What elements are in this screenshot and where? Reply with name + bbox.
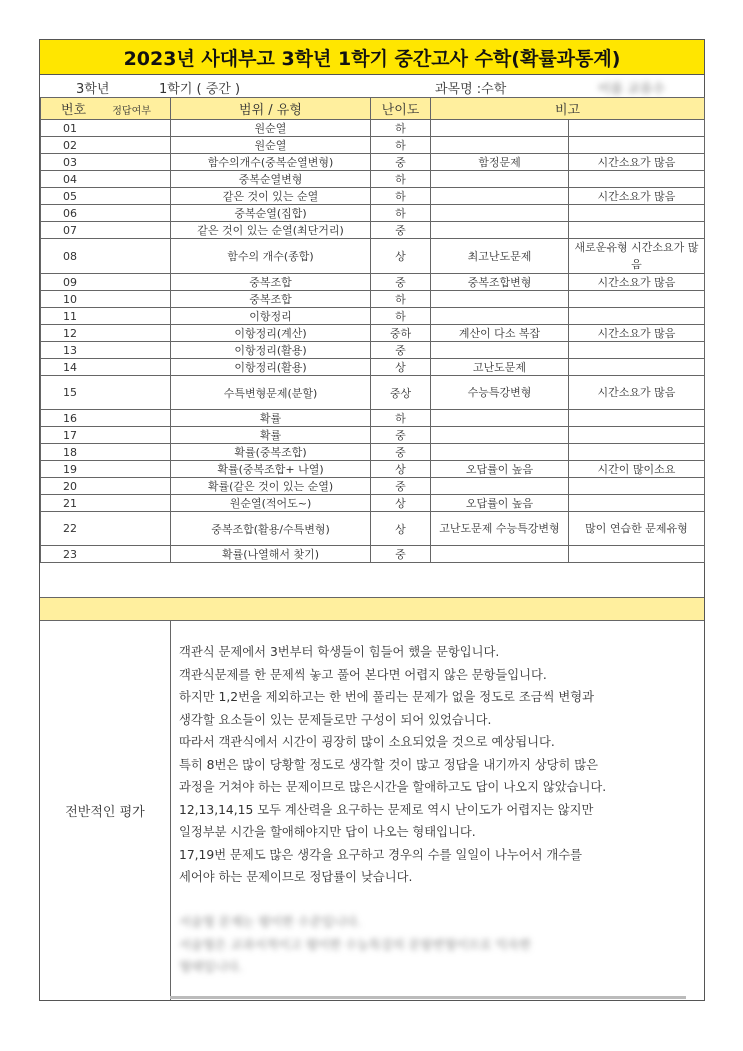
question-scope: 함수의개수(중복순열변형) bbox=[171, 154, 371, 171]
question-number: 04 bbox=[41, 171, 171, 188]
question-number: 01 bbox=[41, 120, 171, 137]
question-scope: 확률 bbox=[171, 427, 371, 444]
remark-primary bbox=[431, 291, 569, 308]
question-number: 09 bbox=[41, 274, 171, 291]
remark-primary: 수능특강변형 bbox=[431, 376, 569, 410]
question-difficulty: 상 bbox=[371, 495, 431, 512]
question-difficulty: 상 bbox=[371, 359, 431, 376]
question-scope: 확률(나열해서 찾기) bbox=[171, 546, 371, 563]
question-number: 16 bbox=[41, 410, 171, 427]
remark-secondary bbox=[569, 495, 705, 512]
remark-secondary bbox=[569, 478, 705, 495]
subject-label: 과목명 :수학 bbox=[435, 82, 507, 97]
document-title: 2023년 사대부고 3학년 1학기 중간고사 수학(확률과통계) bbox=[40, 40, 704, 75]
remark-primary bbox=[431, 120, 569, 137]
remark-primary bbox=[431, 342, 569, 359]
remark-primary bbox=[431, 478, 569, 495]
question-number: 03 bbox=[41, 154, 171, 171]
evaluation-line: 17,19번 문제도 많은 생각을 요구하고 경우의 수를 일일이 나누어서 개수를 bbox=[179, 847, 582, 862]
question-difficulty: 중 bbox=[371, 222, 431, 239]
question-scope: 확률(중복조합+ 나열) bbox=[171, 461, 371, 478]
question-number: 10 bbox=[41, 291, 171, 308]
question-difficulty: 중 bbox=[371, 444, 431, 461]
table-row bbox=[41, 325, 705, 342]
evaluation-line-blurred: 형태입니다. bbox=[179, 960, 243, 974]
question-difficulty: 중 bbox=[371, 546, 431, 563]
exam-analysis-sheet bbox=[39, 39, 705, 1001]
remark-primary: 고난도문제 bbox=[431, 359, 569, 376]
question-difficulty: 중 bbox=[371, 154, 431, 171]
remark-primary: 최고난도문제 bbox=[431, 239, 569, 274]
table-row bbox=[41, 154, 705, 171]
remark-secondary: 시간소요가 많음 bbox=[569, 325, 705, 342]
info-bar bbox=[40, 74, 704, 98]
evaluation-line-blurred: 서술형 문제는 평이한 수준입니다. bbox=[179, 915, 361, 929]
table-row bbox=[41, 495, 705, 512]
evaluation-line: 객관식 문제에서 3번부터 학생들이 힘들어 했을 문항입니다. bbox=[179, 645, 500, 659]
question-number: 11 bbox=[41, 308, 171, 325]
table-row bbox=[41, 222, 705, 239]
question-number: 17 bbox=[41, 427, 171, 444]
question-scope: 중복조합(활용/수특변형) bbox=[171, 512, 371, 546]
question-number: 22 bbox=[41, 512, 171, 546]
remark-secondary bbox=[569, 359, 705, 376]
question-difficulty: 하 bbox=[371, 137, 431, 154]
overall-evaluation bbox=[40, 621, 704, 1000]
question-difficulty: 하 bbox=[371, 188, 431, 205]
remark-secondary bbox=[569, 120, 705, 137]
question-difficulty: 상 bbox=[371, 461, 431, 478]
header-scope: 범위 / 유형 bbox=[171, 98, 371, 120]
question-scope: 이항정리 bbox=[171, 308, 371, 325]
table-row bbox=[41, 137, 705, 154]
question-scope: 확률(같은 것이 있는 순열) bbox=[171, 478, 371, 495]
evaluation-line: 세어야 하는 문제이므로 정답률이 낮습니다. bbox=[179, 870, 413, 884]
remark-primary bbox=[431, 205, 569, 222]
semester-label: 1학기 ( 중간 ) bbox=[159, 82, 241, 97]
remark-secondary: 새로운유형 시간소요가 많음 bbox=[569, 239, 705, 274]
question-difficulty: 하 bbox=[371, 120, 431, 137]
remark-primary bbox=[431, 444, 569, 461]
table-row bbox=[41, 239, 705, 274]
remark-secondary bbox=[569, 137, 705, 154]
question-scope: 중복순열변형 bbox=[171, 171, 371, 188]
question-scope: 같은 것이 있는 순열 bbox=[171, 188, 371, 205]
table-row bbox=[41, 308, 705, 325]
question-scope: 이항정리(활용) bbox=[171, 359, 371, 376]
question-number: 02 bbox=[41, 137, 171, 154]
question-number: 12 bbox=[41, 325, 171, 342]
remark-primary: 오답률이 높음 bbox=[431, 461, 569, 478]
table-row bbox=[41, 291, 705, 308]
question-scope: 확률 bbox=[171, 410, 371, 427]
question-number: 19 bbox=[41, 461, 171, 478]
table-row bbox=[41, 171, 705, 188]
remark-primary bbox=[431, 427, 569, 444]
table-row bbox=[41, 120, 705, 137]
grade-label: 3학년 bbox=[76, 82, 110, 97]
remark-primary: 중복조합변형 bbox=[431, 274, 569, 291]
question-difficulty: 중 bbox=[371, 478, 431, 495]
remark-secondary bbox=[569, 546, 705, 563]
question-difficulty: 하 bbox=[371, 205, 431, 222]
table-row bbox=[41, 205, 705, 222]
header-number-cell bbox=[41, 98, 171, 120]
header-difficulty: 난이도 bbox=[371, 98, 431, 120]
evaluation-label: 전반적인 평가 bbox=[40, 621, 171, 1000]
question-difficulty: 하 bbox=[371, 291, 431, 308]
table-row bbox=[41, 427, 705, 444]
question-difficulty: 하 bbox=[371, 308, 431, 325]
remark-primary bbox=[431, 171, 569, 188]
remark-primary: 계산이 다소 복잡 bbox=[431, 325, 569, 342]
question-number: 23 bbox=[41, 546, 171, 563]
remark-primary bbox=[431, 546, 569, 563]
table-row bbox=[41, 546, 705, 563]
question-scope: 함수의 개수(종합) bbox=[171, 239, 371, 274]
question-scope: 원순열 bbox=[171, 120, 371, 137]
remark-secondary bbox=[569, 308, 705, 325]
question-number: 13 bbox=[41, 342, 171, 359]
evaluation-line: 일정부분 시간을 할애해야지만 답이 나오는 형태입니다. bbox=[179, 825, 476, 839]
remark-primary bbox=[431, 308, 569, 325]
question-number: 20 bbox=[41, 478, 171, 495]
question-number: 14 bbox=[41, 359, 171, 376]
question-scope: 이항정리(계산) bbox=[171, 325, 371, 342]
question-number: 15 bbox=[41, 376, 171, 410]
question-difficulty: 중상 bbox=[371, 376, 431, 410]
remark-primary bbox=[431, 188, 569, 205]
question-table bbox=[40, 97, 705, 563]
remark-secondary bbox=[569, 171, 705, 188]
question-scope: 수특변형문제(분할) bbox=[171, 376, 371, 410]
remark-primary bbox=[431, 222, 569, 239]
question-scope: 중복조합 bbox=[171, 274, 371, 291]
remark-secondary bbox=[569, 342, 705, 359]
evaluation-text bbox=[179, 641, 699, 979]
table-row bbox=[41, 376, 705, 410]
question-difficulty: 중 bbox=[371, 274, 431, 291]
table-row bbox=[41, 512, 705, 546]
table-header-row bbox=[41, 98, 705, 120]
remark-secondary: 많이 연습한 문제유형 bbox=[569, 512, 705, 546]
remark-secondary: 시간소요가 많음 bbox=[569, 274, 705, 291]
table-row bbox=[41, 461, 705, 478]
question-scope: 중복조합 bbox=[171, 291, 371, 308]
table-row bbox=[41, 478, 705, 495]
remark-primary: 함정문제 bbox=[431, 154, 569, 171]
question-difficulty: 하 bbox=[371, 171, 431, 188]
question-difficulty: 중 bbox=[371, 427, 431, 444]
evaluation-line: 특히 8번은 많이 당황할 정도로 생각할 것이 많고 정답을 내기까지 상당히 많은 bbox=[179, 757, 599, 772]
question-difficulty: 상 bbox=[371, 512, 431, 546]
header-correct: 정답여부 bbox=[112, 106, 151, 117]
remark-primary: 오답률이 높음 bbox=[431, 495, 569, 512]
remark-secondary: 시간이 많이소요 bbox=[569, 461, 705, 478]
table-row bbox=[41, 188, 705, 205]
question-number: 18 bbox=[41, 444, 171, 461]
evaluation-line-blurred: 서술형은 교과서적이고 평이한 수능특강의 문항변형이므로 익숙한 bbox=[179, 937, 532, 952]
remark-primary: 고난도문제 수능특강변형 bbox=[431, 512, 569, 546]
question-number: 07 bbox=[41, 222, 171, 239]
question-scope: 원순열(적어도~) bbox=[171, 495, 371, 512]
evaluation-line: 따라서 객관식에서 시간이 굉장히 많이 소요되었을 것으로 예상됩니다. bbox=[179, 735, 555, 749]
evaluation-line: 생각할 요소들이 있는 문제들로만 구성이 되어 있었습니다. bbox=[179, 712, 492, 727]
question-difficulty: 중하 bbox=[371, 325, 431, 342]
remark-secondary: 시간소요가 많음 bbox=[569, 376, 705, 410]
question-scope: 같은 것이 있는 순열(최단거리) bbox=[171, 222, 371, 239]
question-number: 05 bbox=[41, 188, 171, 205]
remark-primary bbox=[431, 410, 569, 427]
question-difficulty: 상 bbox=[371, 239, 431, 274]
evaluation-spacer bbox=[179, 889, 699, 912]
bottom-gray-line bbox=[170, 996, 686, 999]
table-row bbox=[41, 359, 705, 376]
evaluation-line: 객관식문제를 한 문제씩 놓고 풀어 본다면 어렵지 않은 문항들입니다. bbox=[179, 667, 547, 682]
question-scope: 원순열 bbox=[171, 137, 371, 154]
remark-secondary bbox=[569, 222, 705, 239]
evaluation-line: 하지만 1,2번을 제외하고는 한 번에 풀리는 문제가 없을 정도로 조금씩 변형과 bbox=[179, 690, 595, 704]
separator-bar bbox=[40, 597, 704, 621]
evaluation-line: 과정을 거쳐야 하는 문제이므로 많은시간을 할애하고도 답이 나오지 않았습니다. bbox=[179, 780, 607, 794]
question-scope: 확률(중복조합) bbox=[171, 444, 371, 461]
question-scope: 중복순열(집합) bbox=[171, 205, 371, 222]
remark-secondary bbox=[569, 291, 705, 308]
remark-secondary bbox=[569, 205, 705, 222]
evaluation-line: 12,13,14,15 모두 계산력을 요구하는 문제로 역시 난이도가 어렵지는 않지만 bbox=[179, 802, 594, 817]
question-number: 06 bbox=[41, 205, 171, 222]
remark-primary bbox=[431, 137, 569, 154]
header-remarks: 비고 bbox=[431, 98, 705, 120]
remark-secondary: 시간소요가 많음 bbox=[569, 154, 705, 171]
table-row bbox=[41, 274, 705, 291]
question-number: 08 bbox=[41, 239, 171, 274]
table-row bbox=[41, 444, 705, 461]
remark-secondary bbox=[569, 410, 705, 427]
remark-secondary bbox=[569, 427, 705, 444]
table-row bbox=[41, 342, 705, 359]
teacher-name-blurred: 이름 교류수 bbox=[598, 82, 665, 97]
question-scope: 이항정리(활용) bbox=[171, 342, 371, 359]
question-difficulty: 중 bbox=[371, 342, 431, 359]
question-difficulty: 하 bbox=[371, 410, 431, 427]
header-number: 번호 bbox=[61, 103, 87, 118]
remark-secondary bbox=[569, 444, 705, 461]
remark-secondary: 시간소요가 많음 bbox=[569, 188, 705, 205]
question-number: 21 bbox=[41, 495, 171, 512]
table-row bbox=[41, 410, 705, 427]
